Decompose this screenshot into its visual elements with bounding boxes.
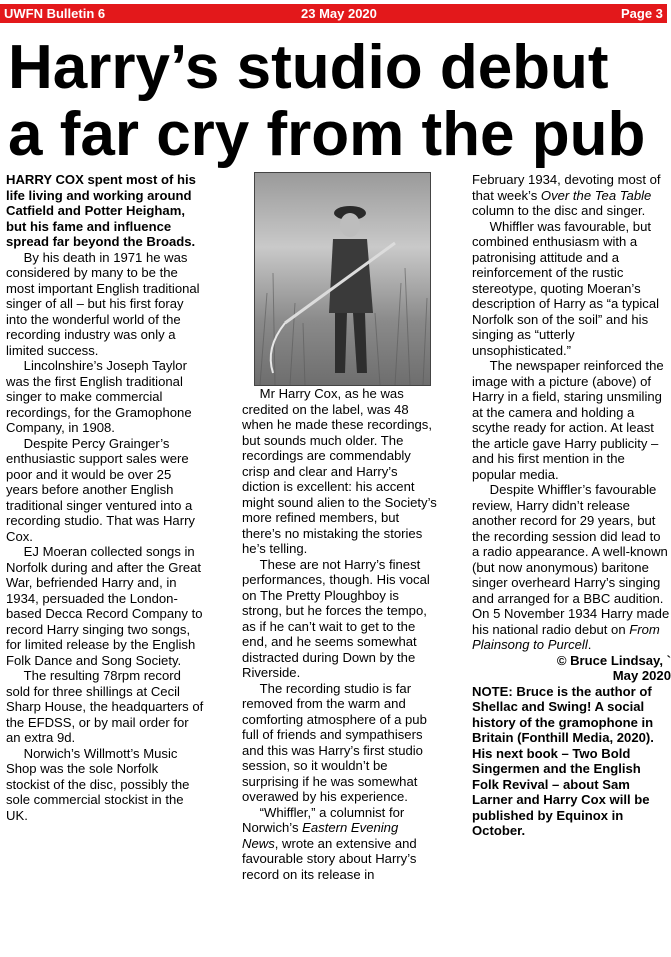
article-column-1 (6, 172, 205, 823)
paragraph: February 1934, devoting most of that week’s Over the Tea Table column to the disc and singer. (472, 172, 661, 218)
paragraph: Whiffler was favourable, but combined enthusiasm with a patronising attitude and a reinforcement of the rustic stereotype, quoting Moeran’s description of Harry as “a typical Norfolk son of the soil” and his singing as “utterly unsophisticated.” (472, 218, 660, 358)
paragraph: “Whiffler,” a columnist for Norwich’s Eastern Evening News, wrote an extensive and favourable story about Harry’s record on its release in (242, 804, 417, 882)
lead-paragraph: HARRY COX spent most of his life living and working around Catfield and Potter Heigham, but his fame and influence spread far beyond the Broads. (6, 172, 196, 249)
paragraph: These are not Harry’s finest performances, though. His vocal on The Pretty Ploughboy is strong, but he forces the tempo, as if he can’t wait to get to the end, and he seems somewhat distracted during Down by the Riverside. (242, 556, 430, 680)
paragraph: EJ Moeran collected songs in Norfolk during and after the Great War, befriended Harry and, in 1934, persuaded the London-based Decca Record Company to record Harry singing two songs, for limited release by the English Folk Dance and Song Society. (6, 544, 203, 668)
author-note: NOTE: Bruce is the author of Shellac and Swing! A social history of the gramophone in Britain (Fonthill Media, 2020). His next book – Two Bold Singermen and the English Folk Revival – about Sam Larner and Harry Cox will be published by Equinox in October. (472, 683, 654, 838)
article-column-2 (242, 386, 438, 882)
issue-date: 23 May 2020 (301, 6, 377, 21)
credit-date: May 2020 (612, 668, 671, 683)
author-credit: © Bruce Lindsay, ` (556, 652, 671, 668)
paragraph: By his death in 1971 he was considered by many to be the most important English traditional singer of all – but his first foray into the wonderful world of the recording industry was only a limited success. (6, 249, 200, 358)
paragraph: The recording studio is far removed from the warm and comforting atmosphere of a pub full of friends and sympathisers and this was Harry’s first studio session, so it wouldn’t be surprising if he was somewhat overawed by his experience. (242, 680, 427, 804)
paragraph: The newspaper reinforced the image with a picture (above) of Harry in a field, staring unsmiling at the camera and holding a scythe ready for action. At least the article gave Harry publicity – and his first mention in the popular media. (472, 358, 664, 482)
paragraph: Despite Whiffler’s favourable review, Harry didn’t release another record for 29 years, but the recording session did lead to a radio appearance. A well-known (but now anonymous) baritone singer overheard Harry’s singing and arranged for a BBC audition. On 5 November 1934 Harry made his national radio debut on From Plainsong to Purcell. (472, 482, 670, 652)
photo-caption: Mr Harry Cox, as he was credited on the label, was 48 when he made these recordings, but sounds much older. The recordings are commendably crisp and clear and Harry’s diction is excellent: his accent might sound alien to the Society’s more refined members, but there’s no mistaking the stories he’s telling. (242, 386, 437, 556)
paragraph: Despite Percy Grainger’s enthusiastic support sales were poor and it would be over 25 years before another English traditional singer ventured into a recording studio. That was Harry Cox. (6, 435, 195, 544)
bulletin-name: UWFN Bulletin 6 (4, 6, 106, 21)
article-column-3 (472, 172, 671, 839)
header-bar (0, 4, 667, 23)
harry-cox-photo (254, 172, 431, 386)
page-number: Page 3 (621, 6, 663, 21)
headline-line-1: Harry’s studio debut (8, 33, 609, 102)
paragraph: Lincolnshire’s Joseph Taylor was the first English traditional singer to make commercial recordings, for the Gramophone Company, in 1908. (6, 358, 192, 435)
headline-line-2: a far cry from the pub (8, 100, 646, 169)
paragraph: Norwich’s Willmott’s Music Shop was the sole Norfolk stockist of the disc, possibly the sole commercial stockist in the UK. (6, 745, 190, 823)
paragraph: The resulting 78rpm record sold for three shillings at Cecil Sharp House, the headquarters of the EFDSS, or by mail order for an extra 9d. (6, 668, 204, 745)
photo-illustration (255, 173, 430, 385)
